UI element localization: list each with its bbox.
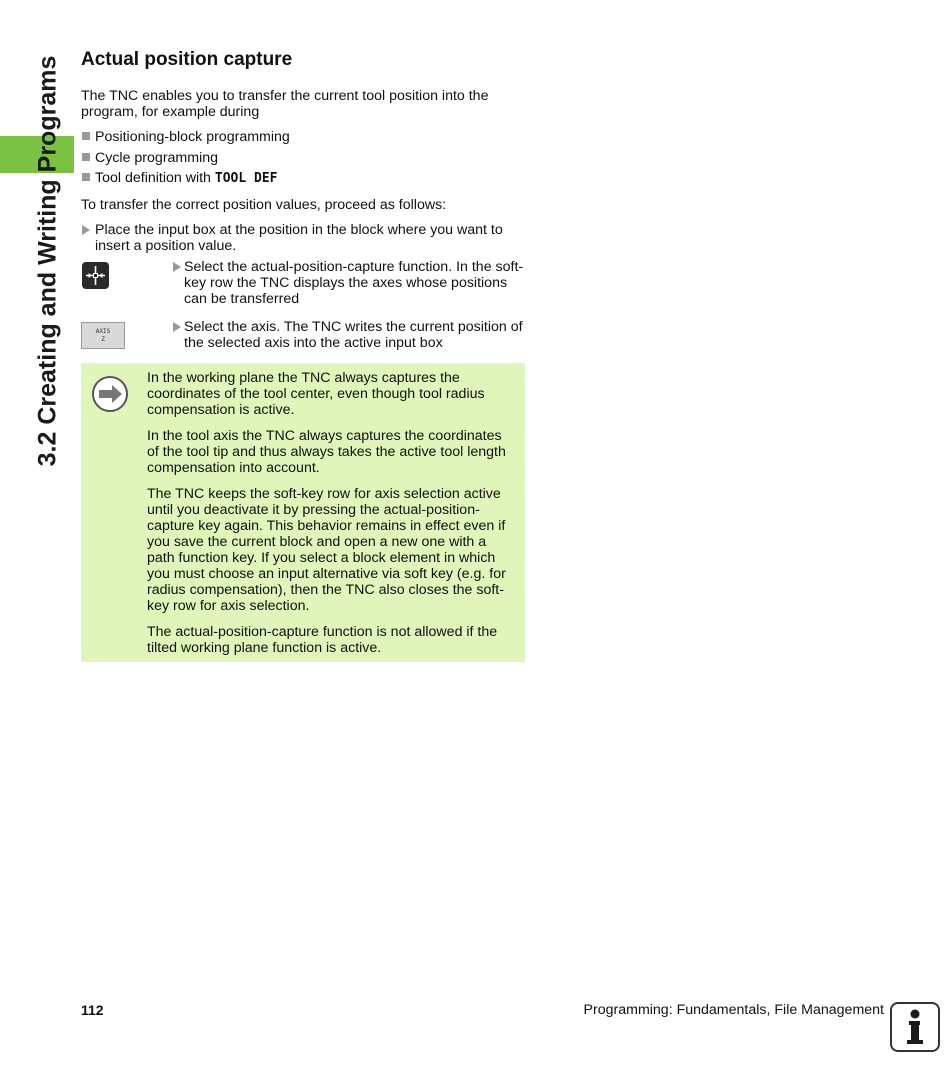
list-item: Tool definition with TOOL DEF (81, 170, 525, 187)
transfer-intro: To transfer the correct position values, proceed as follows: (81, 197, 447, 213)
section-title: Actual position capture (81, 49, 293, 70)
arrow-right-icon (92, 376, 128, 412)
step-place-input: Place the input box at the position in the block where you want to insert a position value. (81, 222, 525, 254)
actual-position-step: Select the actual-position-capture function. In the soft-key row the TNC displays the axes whose positions can be transferred (81, 259, 525, 319)
list-item: Positioning-block programming (81, 129, 525, 145)
axis-z-softkey: AXIS Z (81, 322, 125, 349)
actual-position-capture-key-icon (82, 262, 109, 289)
note-box (81, 363, 525, 662)
square-bullet-icon (82, 153, 90, 161)
main-content (81, 48, 525, 363)
square-bullet-icon (82, 173, 90, 181)
note-paragraph: In the tool axis the TNC always captures the coordinates of the tool tip and thus always takes the active tool length compensation into account. (147, 428, 506, 476)
note-paragraph: The TNC keeps the soft-key row for axis selection active until you deactivate it by pressing the actual-position-capture key again. This behavior remains in effect even if you save the current block and open a new one with a path function key. If you select a block element in which you must choose an input alternative via soft key (e.g. for radius compensation), then the TNC also closes the soft-key row for axis selection. (147, 486, 506, 614)
triangle-bullet-icon (173, 262, 181, 272)
intro-paragraph: The TNC enables you to transfer the current tool position into the program, for example during (81, 88, 489, 120)
tool-def-code: TOOL DEF (214, 171, 278, 186)
triangle-bullet-icon (173, 322, 181, 332)
page-number: 112 (81, 1002, 104, 1018)
note-paragraph: The actual-position-capture function is not allowed if the tilted working plane function is active. (147, 624, 498, 656)
list-item: Cycle programming (81, 150, 525, 166)
info-icon (890, 1002, 940, 1052)
triangle-bullet-icon (82, 225, 90, 235)
axis-select-step: AXIS Z Select the axis. The TNC writes the current position of the selected axis into the active input box (81, 319, 525, 363)
book-title: Programming: Fundamentals, File Management (583, 1002, 884, 1018)
note-text (147, 370, 517, 666)
bullet-list (81, 129, 525, 187)
chapter-title: 3.2 Creating and Writing Programs (33, 55, 62, 467)
note-paragraph: In the working plane the TNC always captures the coordinates of the tool center, even though tool radius compensation is active. (147, 370, 485, 418)
square-bullet-icon (82, 132, 90, 140)
